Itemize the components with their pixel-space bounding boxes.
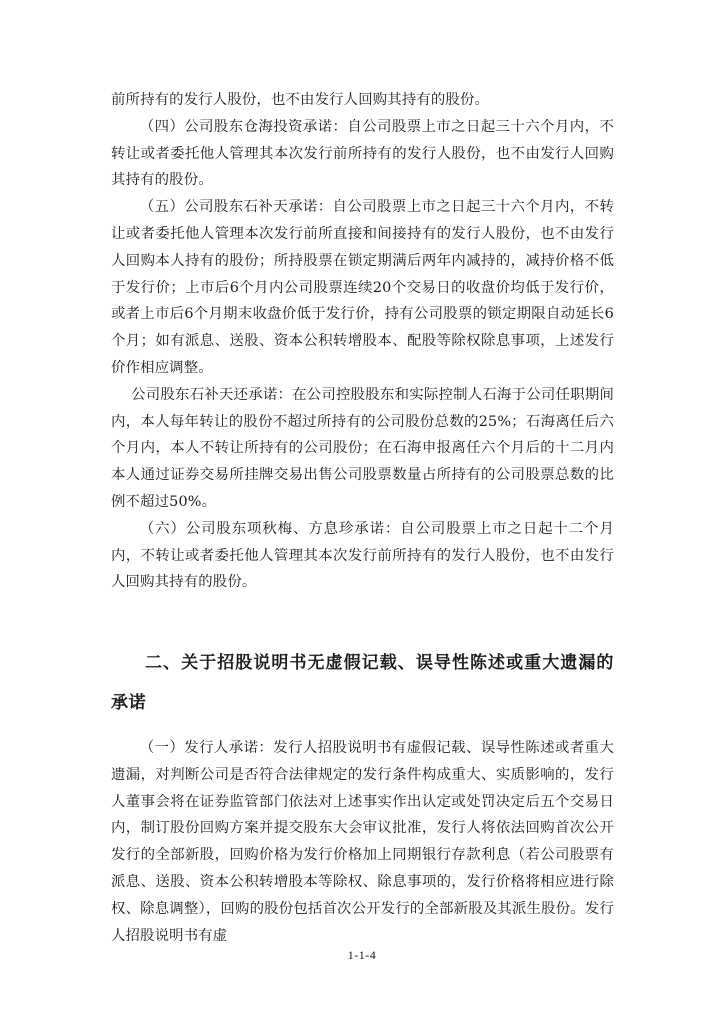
body-text-bottom xyxy=(111,735,614,949)
page-number: 1-1-4 xyxy=(347,948,377,962)
paragraph-commitment-6: （六）公司股东项秋梅、方息珍承诺：自公司股票上市之日起十二个月内，不转让或者委托他人管理其本次发行前所持有的发行人股份，也不由发行人回购其持有的股份。 xyxy=(111,520,614,591)
section-heading: 二、关于招股说明书无虚假记载、误导性陈述或重大遗漏的承诺 xyxy=(111,653,614,713)
paragraph-continuation: 前所持有的发行人股份，也不由发行人回购其持有的股份。 xyxy=(111,92,490,108)
paragraph-commitment-5: （五）公司股东石补天承诺：自公司股票上市之日起三十六个月内，不转让或者委托他人管理本次发行前所直接和间接持有的发行人股份，也不由发行人回购本人持有的股份；所持股票在锁定期满后两年内减持的，减持价格不低于发行价；上市后6个月内公司股票连续20个交易日的收盘价均低于发行价，或者上市后6个月期末收盘价低于发行价，持有公司股票的锁定期限自动延长6个月；如有派息、送股、资本公积转增股本、配股等除权除息事项，上述发行价作相应调整。 xyxy=(111,199,614,376)
paragraph-issuer-commitment: （一）发行人承诺：发行人招股说明书有虚假记载、误导性陈述或者重大遗漏，对判断公司是否符合法律规定的发行条件构成重大、实质影响的，发行人董事会将在证券监管部门依法对上述事实作出认定或处罚决定后五个交易日内，制订股份回购方案并提交股东大会审议批准，发行人将依法回购首次公开发行的全部新股，回购价格为发行价格加上同期银行存款利息（若公司股票有派息、送股、资本公积转增股本等除权、除息事项的，发行价格将相应进行除权、除息调整），回购的股份包括首次公开发行的全部新股及其派生股份。发行人招股说明书有虚 xyxy=(111,740,614,944)
paragraph-commitment-4: （四）公司股东仓海投资承诺：自公司股票上市之日起三十六个月内，不转让或者委托他人管理其本次发行前所持有的发行人股份，也不由发行人回购其持有的股份。 xyxy=(111,118,614,189)
paragraph-additional-commitment: 公司股东石补天还承诺：在公司控股股东和实际控制人石海于公司任职期间内，本人每年转让的股份不超过所持有的公司股份总数的25%；石海离任后六个月内，本人不转让所持有的公司股份；在石海申报离任六个月后的十二月内本人通过证券交易所挂牌交易出售公司股票数量占所持有的公司股票总数的比例不超过50%。 xyxy=(111,386,614,510)
body-text-top xyxy=(111,87,614,596)
